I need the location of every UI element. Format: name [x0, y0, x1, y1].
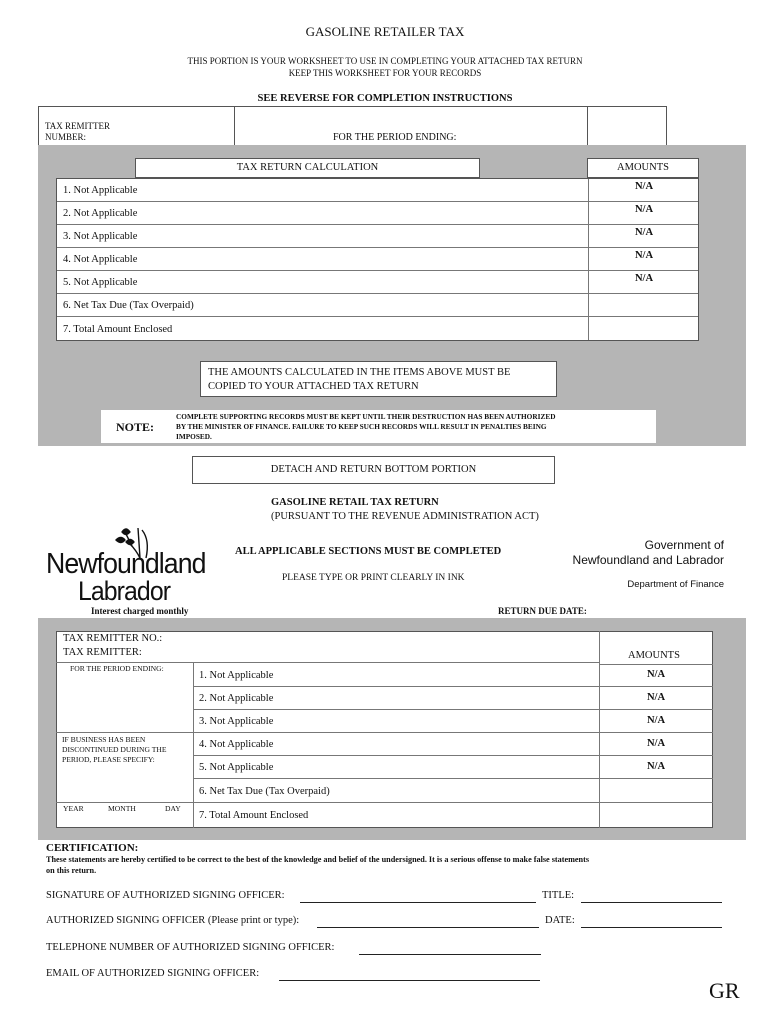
note-text-3: IMPOSED. — [176, 432, 212, 441]
remitter-label-1: TAX REMITTER — [45, 121, 111, 131]
period-divider — [56, 732, 193, 733]
worksheet-row-6: 6. Net Tax Due (Tax Overpaid) — [57, 294, 698, 317]
return-amount-5[interactable]: N/A — [646, 761, 666, 772]
title-field[interactable] — [581, 902, 722, 903]
discontinued-line-3: PERIOD, PLEASE SPECIFY: — [62, 755, 155, 764]
certification-heading: CERTIFICATION: — [46, 842, 139, 854]
return-row-6: 6. Net Tax Due (Tax Overpaid) — [193, 780, 713, 803]
return-amount-3[interactable]: N/A — [646, 715, 666, 726]
title-label: TITLE: — [542, 890, 575, 901]
return-rows — [193, 664, 713, 828]
email-label: EMAIL OF AUTHORIZED SIGNING OFFICER: — [46, 968, 260, 979]
worksheet-row-3: 3. Not Applicable — [57, 225, 698, 248]
return-row-4: 4. Not Applicable — [193, 733, 713, 756]
worksheet-row-5: 5. Not Applicable — [57, 271, 698, 294]
return-row-2: 2. Not Applicable — [193, 687, 713, 710]
worksheet-title: GASOLINE RETAILER TAX — [305, 24, 465, 39]
return-amount-2[interactable]: N/A — [646, 692, 666, 703]
return-row-3: 3. Not Applicable — [193, 710, 713, 733]
type-print-note: PLEASE TYPE OR PRINT CLEARLY IN INK — [282, 573, 465, 583]
day-label: DAY — [165, 804, 181, 813]
email-field[interactable] — [279, 980, 540, 981]
copy-notice — [200, 361, 557, 397]
return-title: GASOLINE RETAIL TAX RETURN — [271, 497, 439, 508]
amounts-header-label: AMOUNTS — [617, 162, 669, 173]
department-label: Department of Finance — [627, 579, 724, 590]
note-box — [101, 410, 656, 443]
remitter-label-2: NUMBER: — [45, 132, 87, 142]
return-row-7: 7. Total Amount Enclosed — [199, 810, 309, 821]
remitter-no-label: TAX REMITTER NO.: — [63, 633, 163, 644]
period-ending-label: FOR THE PERIOD ENDING: — [70, 664, 164, 673]
form-code: GR — [709, 978, 740, 1003]
officer-name-label: AUTHORIZED SIGNING OFFICER (Please print or type): — [46, 915, 300, 926]
worksheet-amount-5[interactable]: N/A — [634, 273, 654, 284]
interest-note: Interest charged monthly — [91, 606, 189, 616]
detach-banner — [192, 456, 555, 484]
period-label: FOR THE PERIOD ENDING: — [333, 132, 457, 143]
worksheet-amount-4[interactable]: N/A — [634, 250, 654, 261]
detach-label: DETACH AND RETURN BOTTOM PORTION — [270, 464, 477, 475]
discontinued-line-1: IF BUSINESS HAS BEEN — [62, 735, 146, 744]
logo-wordmark-1: Newfoundland — [46, 548, 206, 580]
note-label: NOTE: — [116, 420, 155, 434]
return-row-5: 5. Not Applicable — [193, 756, 713, 779]
worksheet-amount-3[interactable]: N/A — [634, 227, 654, 238]
signature-field[interactable] — [300, 902, 536, 903]
return-amount-1[interactable]: N/A — [646, 669, 666, 680]
phone-field[interactable] — [359, 954, 541, 955]
instructions-note: SEE REVERSE FOR COMPLETION INSTRUCTIONS — [257, 93, 513, 104]
period-ending-field[interactable] — [234, 106, 588, 146]
remitter-label: TAX REMITTER: — [63, 647, 142, 658]
date-field[interactable] — [581, 927, 722, 928]
worksheet-row-7: 7. Total Amount Enclosed — [63, 324, 173, 335]
calc-header-label: TAX RETURN CALCULATION — [236, 162, 379, 173]
remitter-divider — [56, 662, 599, 663]
worksheet-row-2: 2. Not Applicable — [57, 202, 698, 225]
copy-notice-line-1: THE AMOUNTS CALCULATED IN THE ITEMS ABOVE MUST BE — [208, 367, 511, 378]
note-text-1: COMPLETE SUPPORTING RECORDS MUST BE KEPT UNTIL THEIR DESTRUCTION HAS BEEN AUTHORIZED — [176, 412, 556, 421]
calc-header — [135, 158, 480, 178]
government-line-2: Newfoundland and Labrador — [572, 553, 724, 567]
phone-label: TELEPHONE NUMBER OF AUTHORIZED SIGNING OFFICER: — [46, 942, 335, 953]
worksheet-amount-2[interactable]: N/A — [634, 204, 654, 215]
logo-wordmark-2: Labrador — [78, 576, 171, 606]
note-text-2: BY THE MINISTER OF FINANCE. FAILURE TO KEEP SUCH RECORDS WILL RESULT IN PENALTIES BEING — [176, 422, 547, 431]
signature-label: SIGNATURE OF AUTHORIZED SIGNING OFFICER: — [46, 890, 285, 901]
date-divider — [56, 802, 193, 803]
amounts-header — [587, 158, 699, 178]
government-line-1: Government of — [644, 538, 724, 552]
year-label: YEAR — [63, 804, 84, 813]
certification-text-2: on this return. — [46, 866, 97, 875]
discontinued-line-2: DISCONTINUED DURING THE — [62, 745, 167, 754]
month-label: MONTH — [108, 804, 136, 813]
worksheet-subtitle-2: KEEP THIS WORKSHEET FOR YOUR RECORDS — [288, 68, 482, 78]
return-subtitle: (PURSUANT TO THE REVENUE ADMINISTRATION ACT) — [271, 511, 539, 522]
worksheet-amount-1[interactable]: N/A — [634, 181, 654, 192]
worksheet-row-4: 4. Not Applicable — [57, 248, 698, 271]
certification-text-1: These statements are hereby certified to be correct to the best of the knowledge and belief of the undersigned. It is a serious offense to make false statements — [46, 855, 590, 864]
date-label: DATE: — [545, 915, 575, 926]
officer-name-field[interactable] — [317, 927, 539, 928]
return-amount-4[interactable]: N/A — [646, 738, 666, 749]
return-row-1: 1. Not Applicable — [193, 664, 713, 687]
worksheet-subtitle-1: THIS PORTION IS YOUR WORKSHEET TO USE IN COMPLETING YOUR ATTACHED TAX RETURN — [187, 56, 583, 66]
header-right-cell — [587, 106, 667, 146]
copy-notice-line-2: COPIED TO YOUR ATTACHED TAX RETURN — [208, 381, 419, 392]
all-sections-note: ALL APPLICABLE SECTIONS MUST BE COMPLETED — [235, 546, 502, 557]
return-amounts-header: AMOUNTS — [628, 650, 680, 661]
worksheet-row-1: 1. Not Applicable — [57, 179, 698, 202]
remitter-number-field[interactable] — [38, 106, 235, 146]
return-due-date-label: RETURN DUE DATE: — [498, 606, 587, 616]
worksheet-table — [56, 178, 699, 341]
